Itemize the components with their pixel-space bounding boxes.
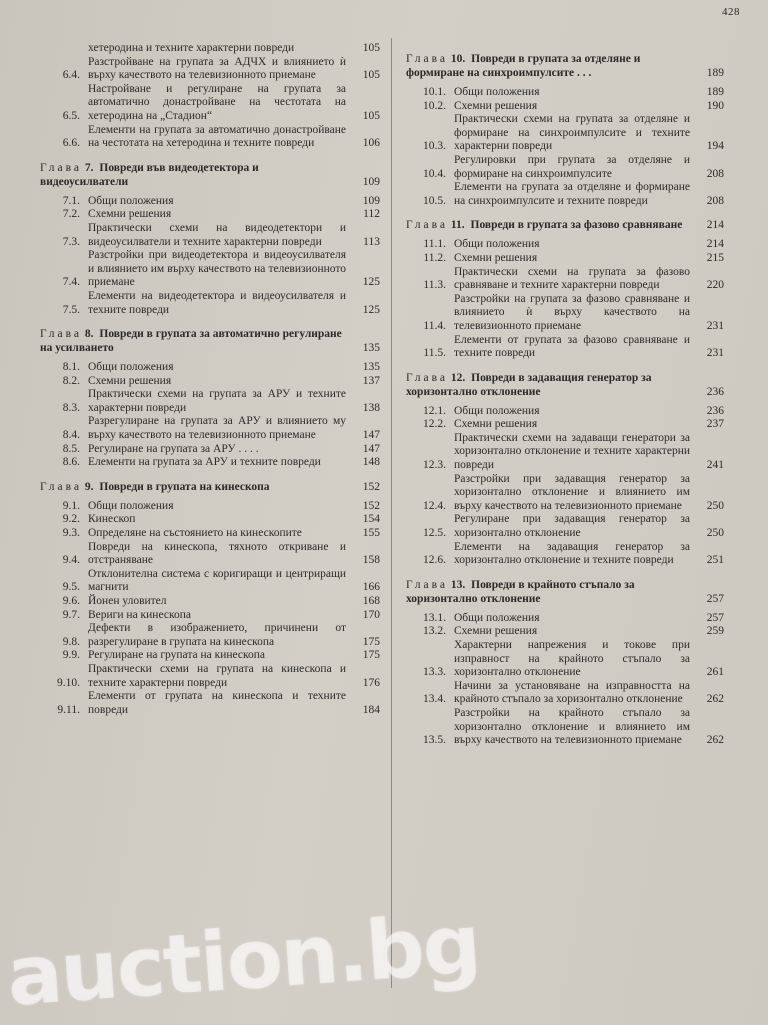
entry-title: Схемни решения — [88, 374, 172, 387]
toc-entry — [40, 56, 380, 83]
entry-number: 7.4. — [62, 276, 80, 289]
toc-entry — [406, 405, 724, 419]
entry-title: Елементи на групата за АРУ и техните повреди — [88, 456, 321, 469]
entry-title: Разстройване на групата за АДЧХ и влиянието ѝ върху качеството на телевизионното приемане — [88, 55, 346, 82]
entry-title: Общи положения — [454, 86, 540, 98]
chapter-title: Повреди в крайното стъпало за хоризонтално отклонение — [406, 578, 635, 605]
chapter-page: 257 — [706, 592, 724, 605]
entry-number: 10.2. — [423, 99, 446, 112]
entry-number: 9.6. — [62, 595, 80, 607]
entry-title: Практически схеми на групата за АРУ и техните характерни повреди — [88, 388, 346, 414]
entry-number: 9.4. — [62, 554, 80, 567]
toc-entry — [406, 639, 724, 680]
toc-entry — [40, 415, 380, 442]
toc-entry — [40, 388, 380, 415]
entry-number: 12.5. — [423, 527, 446, 540]
chapter-heading — [406, 578, 696, 606]
toc-entry — [406, 113, 724, 154]
entry-number: 8.3. — [62, 401, 80, 414]
entry-number: 9.9. — [62, 649, 80, 662]
entry-title: Схемни решения — [88, 208, 172, 221]
toc-entry — [40, 249, 380, 290]
chapter-title: Повреди в групата за фазово сравняване — [470, 219, 683, 232]
entry-page: 208 — [706, 194, 724, 207]
entry-number: 10.1. — [423, 86, 446, 98]
entry-page: 262 — [706, 734, 724, 747]
entry-number: 13.3. — [423, 666, 446, 679]
chapter-title: Повреди във видеодетектора и видеоусилватели — [40, 161, 259, 188]
toc-entry — [406, 432, 724, 473]
entry-number: 9.8. — [62, 635, 80, 648]
entry-title: Елементи на видеодетектора и видеоусилвателя и техните повреди — [88, 289, 346, 316]
toc-entry — [406, 541, 724, 568]
entry-title: Регулиране на групата на кинескопа — [88, 649, 266, 662]
chapter-title: Повреди в групата на кинескопа — [99, 480, 270, 493]
entry-title: Настройване и регулиране на групата за автоматично донастройване на честотата на хетеродина на „Стадион“ — [88, 82, 346, 122]
toc-entry — [40, 124, 380, 151]
entry-page: 106 — [362, 137, 380, 150]
entry-page: 259 — [706, 625, 724, 638]
toc-entry — [406, 707, 724, 748]
toc-entry — [406, 418, 724, 432]
toc-entry — [406, 612, 724, 626]
chapter-word: Глава — [406, 371, 449, 384]
entry-page: 158 — [362, 554, 380, 567]
entry-title: Регулиране при задаващия генератор за хоризонтално отклонение — [454, 513, 690, 540]
entry-page: 257 — [706, 611, 724, 624]
chapter-page: 214 — [706, 219, 724, 232]
toc-entry — [40, 568, 380, 595]
entry-page: 168 — [362, 595, 380, 607]
entry-title: Схемни решения — [454, 418, 538, 431]
entry-page: 190 — [706, 99, 724, 112]
toc-chapter — [406, 578, 724, 606]
chapter-heading — [406, 371, 696, 399]
entry-number: 12.4. — [423, 499, 446, 512]
toc-entry — [40, 290, 380, 317]
entry-title: Йонен уловител — [88, 595, 167, 607]
entry-page: 170 — [362, 608, 380, 621]
entry-page: 113 — [363, 235, 380, 248]
entry-title: Елементи от групата на кинескопа и техните повреди — [88, 690, 346, 716]
page-number: 428 — [722, 6, 740, 18]
toc-chapter — [40, 161, 380, 189]
chapter-word: Глава — [40, 480, 83, 493]
toc-entry — [406, 680, 724, 707]
entry-title: Общи положения — [88, 361, 174, 374]
entry-page: 214 — [706, 238, 724, 251]
chapter-number: 13. — [450, 578, 466, 591]
entry-title: Практически схеми на групата за фазово сравняване и техните характерни повреди — [454, 265, 690, 292]
entry-number: 7.1. — [62, 194, 80, 207]
chapter-title: Повреди в групата за автоматично регулиране на усилването — [40, 328, 342, 355]
entry-number: 7.2. — [62, 208, 80, 221]
entry-page: 166 — [362, 581, 380, 594]
entry-number: 11.2. — [423, 251, 446, 264]
entry-page: 125 — [362, 303, 380, 316]
entry-page: 231 — [706, 347, 724, 360]
chapter-number: 11. — [450, 219, 465, 232]
entry-number: 8.2. — [62, 374, 80, 387]
entry-title: хетеродина и техните характерни повреди — [88, 42, 295, 54]
entry-title: Кинескоп — [88, 513, 136, 526]
entry-title: Характерни напрежения и токове при изправност на крайното стъпало за хоризонтално отклонение — [454, 639, 690, 679]
entry-number: 6.4. — [62, 69, 80, 82]
toc-entry — [406, 86, 724, 100]
toc-entry — [40, 456, 380, 470]
toc-entry — [406, 181, 724, 208]
entry-page: 148 — [362, 456, 380, 469]
entry-title: Разстройки на крайното стъпало за хоризонтално отклонение и влиянието им върху качеството на телевизионното приемане — [454, 706, 690, 747]
entry-number: 9.2. — [62, 513, 80, 526]
toc-entry — [40, 361, 380, 375]
entry-title: Схемни решения — [454, 251, 538, 264]
entry-title: Елементи на групата за отделяне и формиране на синхроимпулсите и техните повреди — [454, 181, 690, 207]
chapter-heading — [40, 161, 352, 189]
chapter-word: Глава — [40, 161, 83, 174]
entry-page: 262 — [706, 693, 724, 706]
entry-number: 13.4. — [423, 693, 446, 706]
entry-number: 8.6. — [62, 456, 80, 469]
entry-page: 215 — [706, 251, 724, 264]
entry-title: Общи положения — [454, 238, 540, 251]
chapter-page: 109 — [362, 175, 380, 188]
entry-page: 184 — [362, 703, 380, 716]
toc-entry — [40, 513, 380, 527]
entry-number: 13.5. — [423, 734, 446, 747]
entry-title: Регулировки при групата за отделяне и формиране на синхроимпулсите — [454, 153, 690, 180]
entry-title: Практически схеми на групата на кинескопа и техните характерни повреди — [88, 662, 346, 689]
entry-page: 250 — [706, 527, 724, 540]
entry-number: 13.2. — [423, 625, 446, 638]
entry-number: 10.3. — [423, 140, 446, 153]
toc-entry — [406, 100, 724, 114]
toc-left-column — [40, 42, 380, 717]
entry-title: Общи положения — [88, 194, 174, 207]
chapter-page: 189 — [706, 67, 724, 79]
toc-entry — [40, 375, 380, 389]
entry-number: 11.1. — [423, 238, 446, 251]
toc-chapter — [40, 480, 380, 494]
watermark-logo: auction.bg — [4, 897, 483, 1025]
entry-title: Практически схеми на задаващи генератори за хоризонтално отклонение и техните характерни повреди — [454, 431, 690, 472]
toc-entry — [40, 595, 380, 609]
chapter-number: 8. — [84, 328, 94, 341]
toc-entry — [406, 334, 724, 361]
entry-page: 189 — [706, 86, 724, 98]
entry-page: 105 — [362, 109, 380, 122]
chapter-word: Глава — [406, 53, 449, 65]
entry-page: 208 — [706, 167, 724, 180]
toc-chapter — [40, 327, 380, 355]
toc-entry — [40, 690, 380, 717]
entry-title: Общи положения — [454, 404, 540, 417]
entry-page: 237 — [706, 418, 724, 431]
toc-entry — [40, 443, 380, 457]
entry-number: 12.6. — [423, 554, 446, 567]
toc-right-column — [406, 42, 724, 748]
entry-page: 175 — [362, 649, 380, 662]
entry-title: Регулиране на групата за АРУ . . . . — [88, 442, 259, 455]
entry-title: Разрегулиране на групата за АРУ и влиянието му върху качеството на телевизионното приемане — [88, 415, 346, 442]
entry-page: 105 — [362, 42, 380, 54]
chapter-heading — [406, 52, 696, 80]
entry-page: 250 — [706, 499, 724, 512]
toc-chapter — [406, 52, 724, 80]
entry-number: 9.7. — [62, 608, 80, 621]
entry-page: 112 — [363, 208, 380, 221]
toc-entry — [40, 663, 380, 690]
entry-number: 12.1. — [423, 404, 446, 417]
chapter-page: 152 — [362, 480, 380, 493]
chapter-number: 9. — [84, 480, 94, 493]
entry-title: Начини за установяване на изправността на крайното стъпало за хоризонтално отклонение — [454, 679, 690, 706]
entry-page: 176 — [362, 676, 380, 689]
entry-number: 9.11. — [57, 703, 80, 716]
toc-entry — [406, 238, 724, 252]
entry-title: Практически схеми на групата за отделяне и формиране на синхроимпулсите и техните характерни повреди — [454, 113, 690, 153]
entry-page: 138 — [362, 401, 380, 414]
entry-page: 236 — [706, 404, 724, 417]
entry-page: 147 — [362, 429, 380, 442]
entry-number: 9.1. — [62, 499, 80, 512]
toc-chapter — [406, 371, 724, 399]
chapter-title: Повреди в групата за отделяне и формиране на синхроимпулсите . . . — [406, 53, 641, 79]
entry-number: 6.5. — [62, 109, 80, 122]
entry-title: Схемни решения — [454, 625, 538, 638]
entry-title: Отклонителна система с коригиращи и центриращи магнити — [88, 567, 346, 594]
entry-page: 109 — [362, 194, 380, 207]
toc-entry — [406, 266, 724, 293]
toc-entry — [406, 625, 724, 639]
entry-page: 125 — [362, 276, 380, 289]
entry-title: Разстройки на групата за фазово сравняване и влиянието ѝ върху качеството на телевизионното приемане — [454, 292, 690, 332]
entry-title: Схемни решения — [454, 99, 538, 112]
toc-entry — [406, 473, 724, 514]
chapter-heading — [40, 480, 352, 494]
entry-number: 12.2. — [423, 418, 446, 431]
entry-number: 9.3. — [62, 527, 80, 540]
toc-entry — [406, 252, 724, 266]
entry-page: 105 — [362, 69, 380, 82]
toc-entry — [40, 42, 380, 56]
toc-entry — [40, 83, 380, 124]
entry-page: 220 — [706, 279, 724, 292]
entry-number: 8.1. — [62, 361, 80, 374]
entry-number: 8.4. — [62, 429, 80, 442]
entry-number: 9.10. — [57, 676, 80, 689]
toc-entry — [40, 500, 380, 514]
chapter-word: Глава — [406, 219, 449, 232]
entry-page: 241 — [706, 459, 724, 472]
entry-title: Практически схеми на видеодетектори и видеоусилватели и техните характерни повреди — [88, 221, 346, 248]
entry-page: 147 — [362, 442, 380, 455]
chapter-number: 12. — [450, 371, 466, 384]
toc-entry — [40, 222, 380, 249]
entry-title: Повреди на кинескопа, тяхното откриване и отстраняване — [88, 540, 346, 567]
entry-number: 8.5. — [62, 442, 80, 455]
entry-page: 175 — [362, 635, 380, 648]
entry-page: 231 — [706, 319, 724, 332]
entry-page: 155 — [362, 527, 380, 540]
entry-title: Елементи на задаващия генератор за хоризонтално отклонение и техните повреди — [454, 540, 690, 567]
entry-number: 10.4. — [423, 167, 446, 180]
entry-page: 135 — [362, 361, 380, 374]
toc-entry — [40, 609, 380, 623]
toc-entry — [40, 208, 380, 222]
entry-page: 261 — [706, 666, 724, 679]
entry-title: Разстройки при задаващия генератор за хоризонтално отклонение и влиянието им върху качеството на телевизионното приемане — [454, 472, 690, 512]
entry-title: Общи положения — [454, 611, 540, 624]
toc-entry — [406, 154, 724, 181]
entry-number: 10.5. — [423, 194, 446, 207]
entry-number: 11.3. — [423, 279, 446, 292]
entry-page: 251 — [706, 554, 724, 567]
entry-page: 137 — [362, 374, 380, 387]
chapter-page: 135 — [362, 342, 380, 355]
entry-title: Разстройки при видеодетектора и видеоусилвателя и влиянието им върху качеството на телевизионното приемане — [88, 249, 346, 289]
column-divider — [391, 38, 392, 988]
chapter-number: 7. — [84, 161, 94, 174]
entry-page: 152 — [362, 499, 380, 512]
entry-number: 12.3. — [423, 459, 446, 472]
entry-title: Дефекти в изображението, причинени от разрегулиране в групата на кинескопа — [88, 622, 346, 648]
entry-title: Елементи на групата за автоматично донастройване на честотата на хетеродина и техните повреди — [88, 123, 346, 150]
chapter-page: 236 — [706, 385, 724, 398]
entry-number: 9.5. — [62, 581, 80, 594]
toc-entry — [40, 541, 380, 568]
chapter-heading — [40, 327, 352, 355]
entry-number: 7.5. — [62, 303, 80, 316]
entry-title: Вериги на кинескопа — [88, 608, 191, 621]
chapter-word: Глава — [40, 328, 83, 341]
chapter-number: 10. — [450, 53, 466, 65]
toc-chapter — [406, 218, 724, 232]
toc-entry — [406, 293, 724, 334]
entry-number: 6.6. — [62, 137, 80, 150]
entry-title: Определяне на състоянието на кинескопите — [88, 527, 302, 540]
toc-entry — [406, 513, 724, 540]
toc-entry — [40, 649, 380, 663]
toc-entry — [40, 527, 380, 541]
toc-entry — [40, 622, 380, 649]
chapter-word: Глава — [406, 578, 449, 591]
chapter-title: Повреди в задаващия генератор за хоризонтално отклонение — [406, 371, 652, 398]
chapter-heading — [406, 218, 696, 232]
entry-number: 13.1. — [423, 611, 446, 624]
entry-number: 7.3. — [62, 235, 80, 248]
entry-title: Общи положения — [88, 499, 174, 512]
entry-title: Елементи от групата за фазово сравняване и техните повреди — [454, 333, 690, 360]
entry-page: 194 — [706, 140, 724, 153]
entry-number: 11.4. — [423, 319, 446, 332]
entry-number: 11.5. — [423, 347, 446, 360]
entry-page: 154 — [362, 513, 380, 526]
toc-entry — [40, 195, 380, 209]
